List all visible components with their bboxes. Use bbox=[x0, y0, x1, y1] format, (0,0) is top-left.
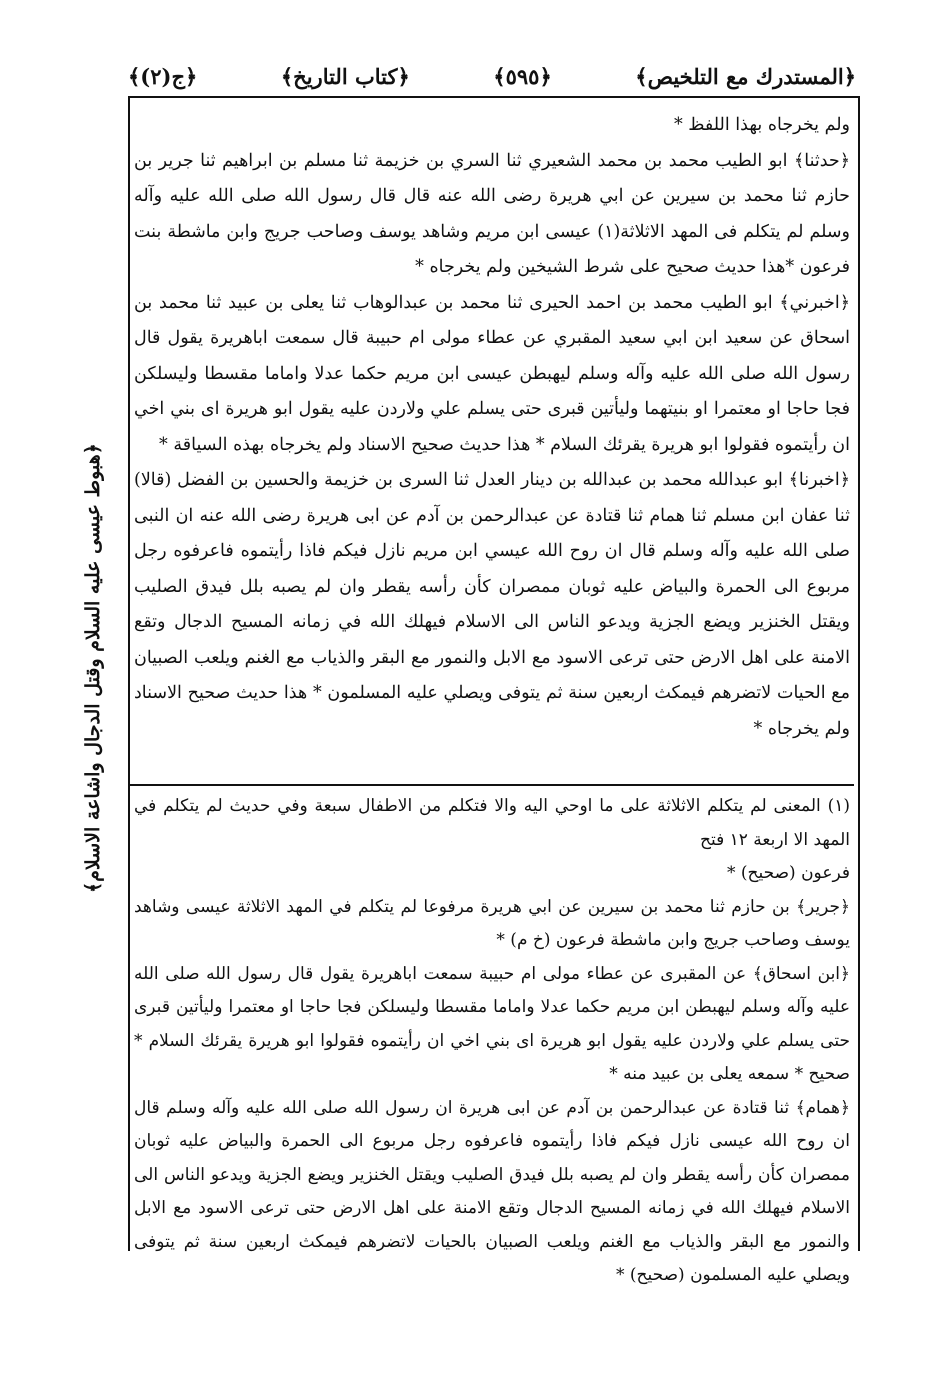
page-header bbox=[128, 56, 856, 96]
main-text bbox=[134, 108, 850, 747]
margin-title: ﴿هبوط عيسى عليه السلام وقتل الدجال واشاعة الاسلام﴾ bbox=[82, 443, 104, 893]
page-number: ﴿٥٩٥﴾ bbox=[493, 63, 552, 89]
paragraph: ﴿اخبرنا﴾ ابو عبدالله محمد بن عبدالله بن دينار العدل ثنا السرى بن خزيمة والحسين بن الفضل (قالا) ثنا عفان ابن مسلم ثنا همام ثنا قتادة عن عبدالرحمن بن آدم عن ابى هريرة رضى الله عنه ان النبى صلى الله عليه وآله وسلم قال ان روح الله عيسي ابن مريم نازل فيكم فاذا رأيتموه فاعرفوه رجل مربوع الى الحمرة والبياض عليه ثوبان ممصران كأن رأسه يقطر وان لم يصبه بلل فيدق الصليب ويقتل الخنزير ويضع الجزية ويدعو الناس الى الاسلام فيهلك الله في زمانه المسيح الدجال وتقع الامنة على اهل الارض حتى ترعى الاسود مع الابل والنمور مع البقر والذياب مع الغنم ويلعب الصبيان مع الحيات لاتضرهم فيمكث اربعين سنة ثم يتوفى ويصلي عليه المسلمون * هذا حديث صحيح الاسناد ولم يخرجاه * bbox=[134, 470, 850, 739]
footnote-divider bbox=[130, 784, 854, 786]
footnote: (١) المعنى لم يتكلم الاثلاثة على ما اوحي اليه والا فتكلم من الاطفال سبعة وفي حديث لم يتكلم في المهد الا اربعة ١٢ فتح bbox=[134, 796, 850, 850]
summary-paragraph: ﴿جرير﴾ بن حازم ثنا محمد بن سيرين عن ابي هريرة مرفوعا لم يتكلم في المهد الاثلاثة عيسى وشاهد يوسف وصاحب جريج وابن ماشطة فرعون (خ م) * bbox=[134, 896, 850, 950]
volume-number: ﴿ج(٢)﴾ bbox=[128, 63, 198, 89]
paragraph: ﴿اخبرني﴾ ابو الطيب محمد بن احمد الحيرى ثنا محمد بن عبدالوهاب ثنا يعلى بن عبيد ثنا محمد بن اسحاق عن سعيد ابن ابي سعيد المقبري عن عطاء مولى ام حبيبة قال سمعت اباهريرة يقول قال رسول الله صلى الله عليه وآله وسلم ليهبطن عيسى ابن مريم حكما عدلا واماما مقسطا وليسلكن فجا حاجا او معتمرا او بنيتهما وليأتين قبرى حتى يسلم علي ولاردن عليه يقول ابو هريرة اى بني اخي ان رأيتموه فقولوا ابو هريرة يقرئك السلام * هذا حديث صحيح الاسناد ولم يخرجاه بهذه السياقة * bbox=[134, 292, 850, 455]
summary-paragraph: ﴿همام﴾ ثنا قتادة عن عبدالرحمن بن آدم عن ابى هريرة ان رسول الله صلى الله عليه وآله وسلم قال ان روح الله عيسى نازل فيكم فاذا رأيتموه فاعرفوه رجل مربوع الى الحمرة والبياض عليه ثوبان ممصران كأن رأسه يقطر وان لم يصبه بلل فيدق الصليب ويقتل الخنزير ويضع الجزية ويدعو الناس الى الاسلام فيهلك الله في زمانه المسيح الدجال وتقع الامنة على اهل الارض حتى ترعى الاسود مع الابل والنمور مع البقر والذياب مع الغنم ويلعب الصبيان بالحيات لاتضرهم فيمكث اربعين سنة ثم يتوفى ويصلي عليه المسلمون (صحيح) * bbox=[134, 1097, 850, 1285]
footnotes-and-summary bbox=[134, 790, 850, 1293]
summary-paragraph: فرعون (صحيح) * bbox=[726, 863, 850, 883]
paragraph: ﴿حدثنا﴾ ابو الطيب محمد بن محمد الشعيري ثنا السري بن خزيمة ثنا مسلم بن ابراهيم ثنا جرير بن حازم ثنا محمد بن سيرين عن ابي هريرة رضى الله عنه قال قال رسول الله صلى الله عليه وآله وسلم لم يتكلم فى المهد الاثلاثة(١) عيسى ابن مريم وشاهد يوسف وصاحب جريج وابن ماشطة بنت فرعون *هذا حديث صحيح على شرط الشيخين ولم يخرجاه * bbox=[134, 150, 850, 277]
summary-paragraph: ﴿ابن اسحاق﴾ عن المقبرى عن عطاء مولى ام حبيبة سمعت اباهريرة يقول قال رسول الله صلى الله عليه وآله وسلم ليهبطن ابن مريم حكما عدلا واماما مقسطا وليسلكن فجا حاجا او معتمرا وليأتين قبرى حتى يسلم علي ولاردن عليه يقول ابو هريرة اى بني اخي ان رأيتموه فقولوا ابو هريرة يقرئك السلام * صحيح * سمعه يعلى بن عبيد منه * bbox=[134, 963, 850, 1084]
book-title: ﴿المستدرك مع التلخيص﴾ bbox=[635, 63, 856, 89]
paragraph: ولم يخرجاه بهذا اللفظ * bbox=[673, 115, 850, 135]
section-title: ﴿كتاب التاريخ﴾ bbox=[280, 63, 410, 89]
